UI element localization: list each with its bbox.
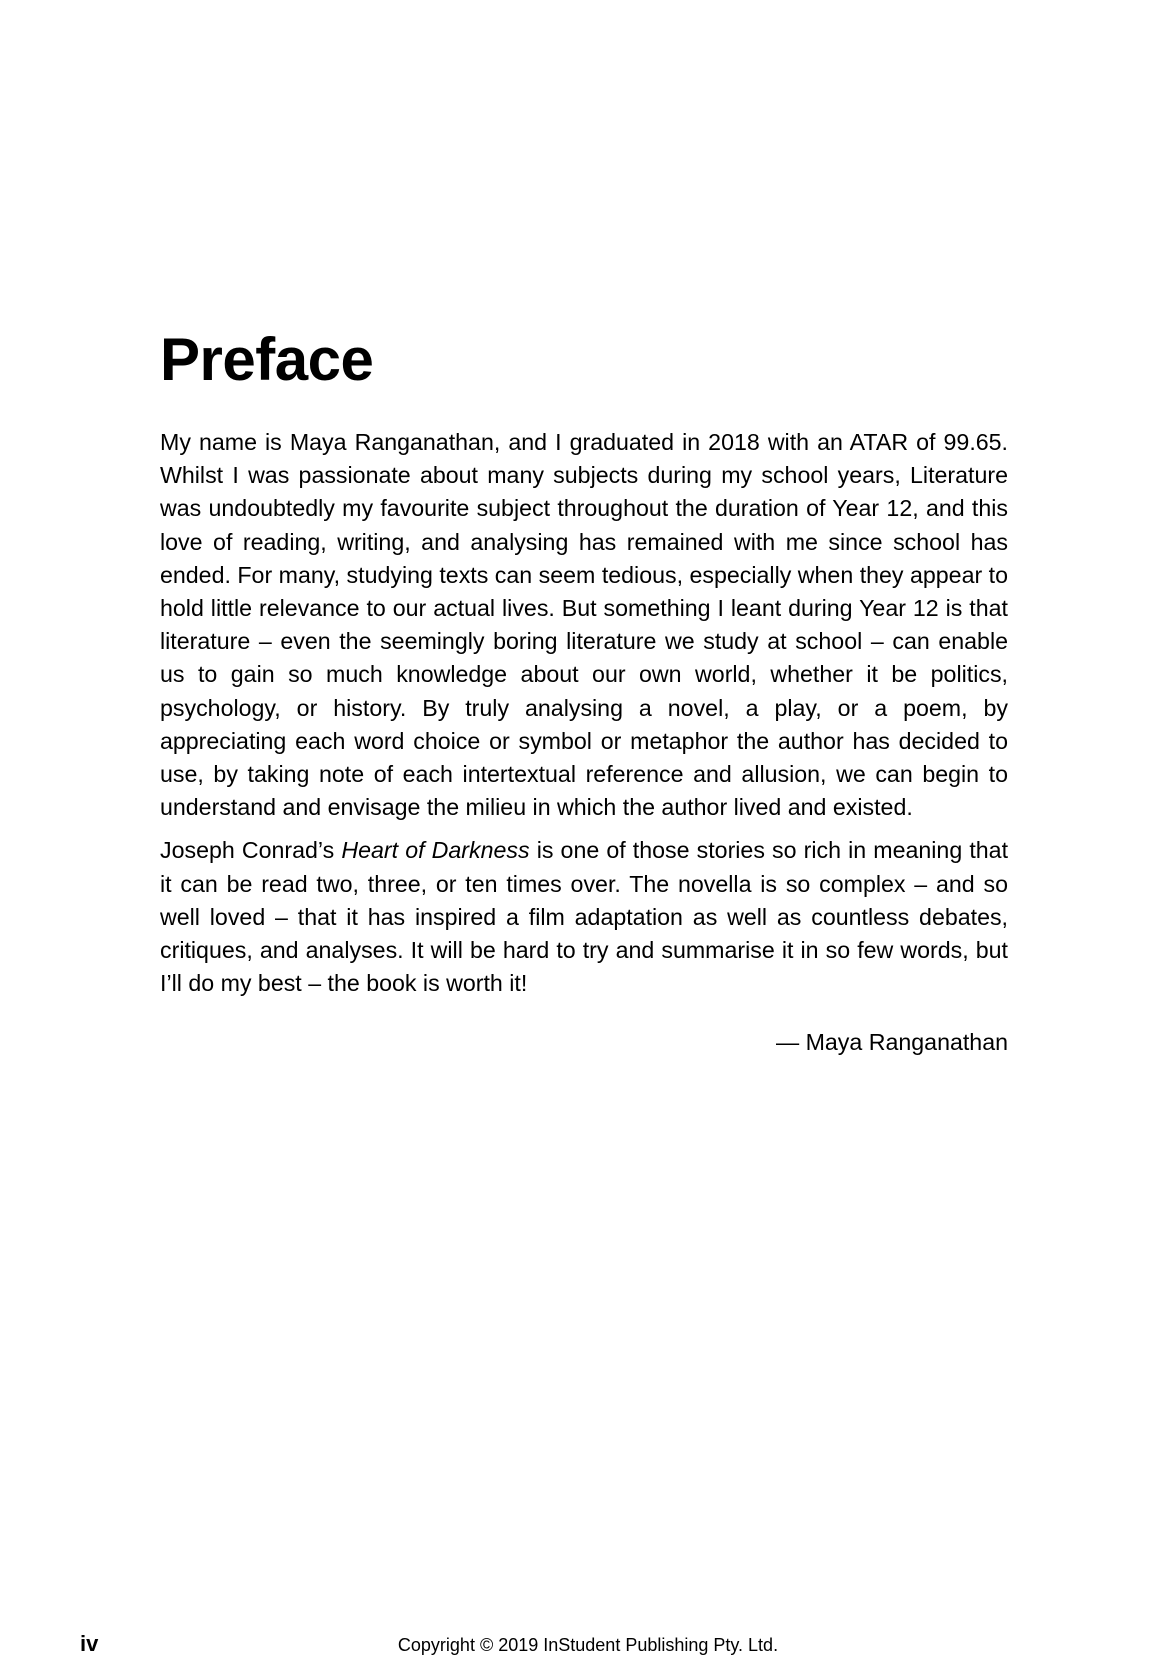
copyright-footer: Copyright © 2019 InStudent Publishing Pty. Ltd.: [397, 1635, 779, 1655]
preface-section: [160, 326, 1009, 1060]
preface-paragraph-1: My name is Maya Ranganathan, and I graduated in 2018 with an ATAR of 99.65. Whilst I was passionate about many subjects during my school years, Literature was undoubtedly my favourite subject throughout the duration of Year 12, and this love of reading, writing, and analysing has remained with me since school has ended. For many, studying texts can seem tedious, especially when they appear to hold little relevance to our actual lives. But something I leant during Year 12 is that literature – even the seemingly boring literature we study at school – can enable us to gain so much knowledge about our own world, whether it be politics, psychology, or history. By truly analysing a novel, a play, or a poem, by appreciating each word choice or symbol or metaphor the author has decided to use, by taking note of each intertextual reference and allusion, we can begin to understand and envisage the milieu in which the author lived and existed.: [160, 429, 1008, 821]
paragraph-2-intro: Joseph Conrad’s: [160, 837, 342, 864]
page-number: iv: [80, 1631, 99, 1656]
author-signoff: — Maya Ranganathan: [775, 1029, 1008, 1056]
page-title: Preface: [160, 326, 374, 393]
preface-paragraph-2: [160, 834, 1008, 1000]
paragraph-2-body: is one of those stories so rich in meaning that it can be read two, three, or ten times over. The novella is so complex – and so well loved – that it has inspired a film adaptation as well as countless debates, critiques, and analyses. It will be hard to try and summarise it in so few words, but I’ll do my best – the book is worth it!: [160, 837, 1009, 997]
book-title: Heart of Darkness: [341, 837, 530, 864]
